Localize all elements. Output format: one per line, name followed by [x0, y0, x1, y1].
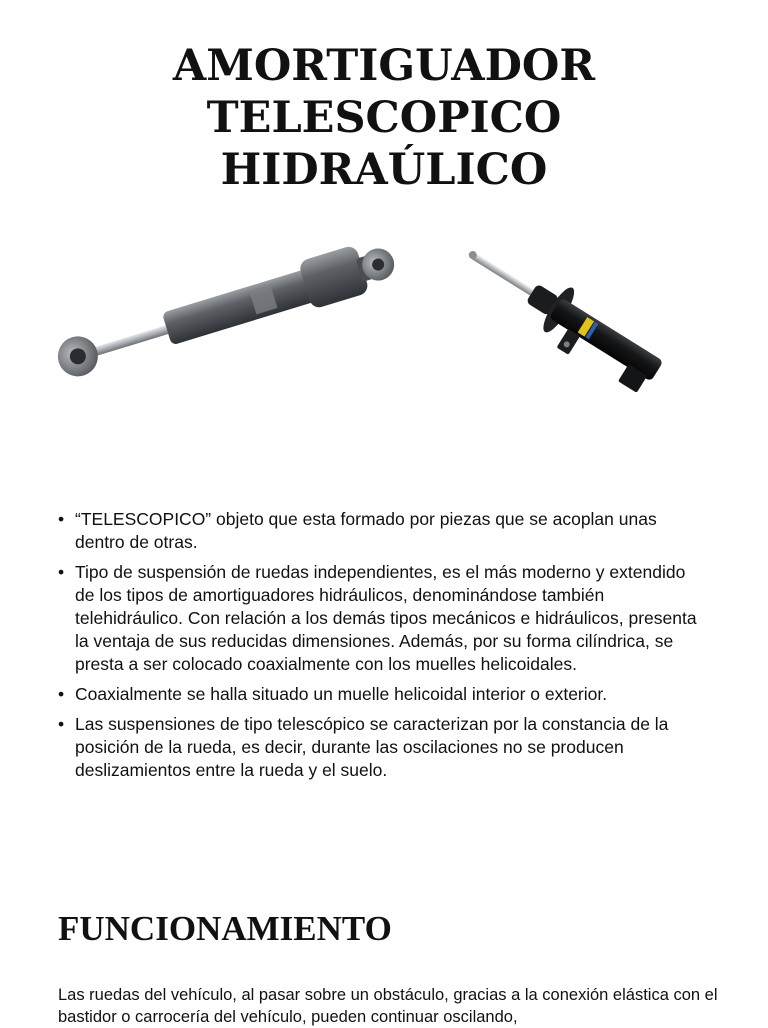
title-line-3: HIDRAÚLICO — [220, 145, 548, 195]
page-title — [0, 40, 768, 196]
title-line-1: AMORTIGUADOR — [172, 41, 596, 91]
product-images — [40, 225, 700, 405]
title-line-2: TELESCOPICO — [206, 93, 562, 143]
list-item: • “TELESCOPICO” objeto que esta formado por piezas que se acoplan unas dentro de otras. — [58, 508, 708, 554]
strut-shock-absorber-icon — [445, 225, 685, 405]
list-item: • Coaxialmente se halla situado un muelle helicoidal interior o exterior. — [58, 683, 708, 706]
section-heading: FUNCIONAMIENTO — [58, 909, 392, 948]
shock-absorber-horizontal-icon — [40, 235, 400, 395]
list-item: • Tipo de suspensión de ruedas independientes, es el más moderno y extendido de los tipos de amortiguadores hidráulicos, denominándose también telehidráulico. Con relación a los demás tipos mecánicos e hidráulicos, presenta la ventaja de sus reducidas dimensiones. Además, por su forma cilíndrica, se presta a ser colocado coaxialmente con los muelles helicoidales. — [58, 561, 708, 676]
bullet-list — [58, 508, 708, 789]
section-paragraph: Las ruedas del vehículo, al pasar sobre un obstáculo, gracias a la conexión elástica con el bastidor o carrocería del vehículo, pueden continuar oscilando, — [58, 986, 718, 1026]
list-item: • Las suspensiones de tipo telescópico se caracterizan por la constancia de la posición de la rueda, es decir, durante las oscilaciones no se producen deslizamientos entre la rueda y el suelo. — [58, 713, 708, 782]
